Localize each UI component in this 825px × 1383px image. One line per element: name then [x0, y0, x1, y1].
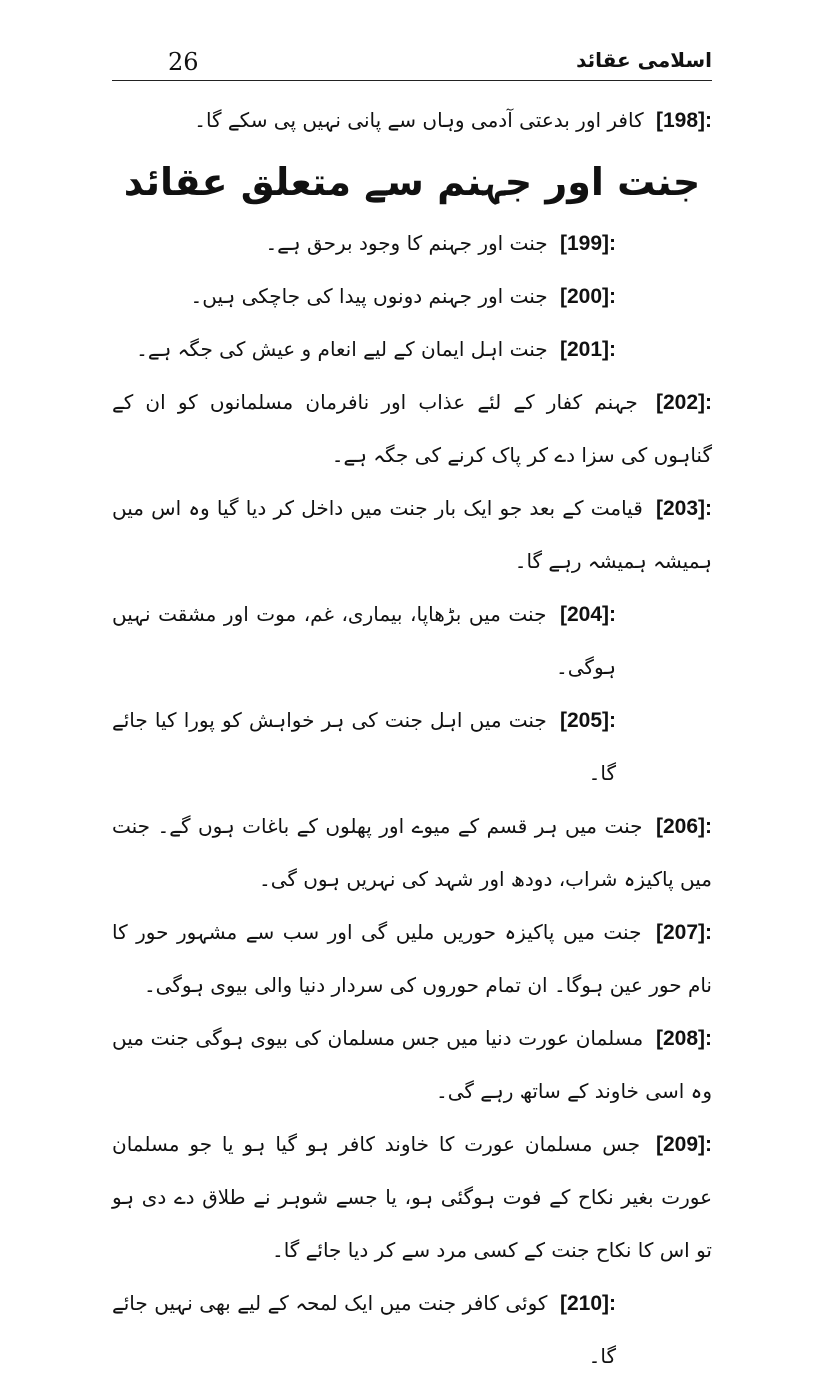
entry-number: [206]: — [655, 815, 713, 838]
entry-text: جنت اہل ایمان کے لیے انعام و عیش کی جگہ ہے۔ — [136, 337, 548, 361]
entry-204 — [112, 588, 712, 694]
header-divider — [112, 80, 712, 81]
section-heading: جنت اور جہنم سے متعلق عقائد — [123, 160, 701, 204]
page-body — [112, 94, 712, 1383]
entry-207 — [112, 906, 712, 1012]
book-title: اسلامی عقائد — [576, 48, 712, 72]
entry-number: [200]: — [559, 285, 616, 308]
entry-text: جنت اور جہنم دونوں پیدا کی جاچکی ہیں۔ — [190, 284, 548, 308]
entry-text: جنت میں پاکیزہ حوریں ملیں گی اور سب سے مشہور حور کا نام حور عین ہوگا۔ ان تمام حوروں کی سردار دنیا والی بیوی ہوگی۔ — [112, 920, 712, 997]
entry-text: جنت میں ہر قسم کے میوے اور پھلوں کے باغات ہوں گے۔ جنت میں پاکیزہ شراب، دودھ اور شہد کی نہریں ہوں گی۔ — [112, 814, 712, 891]
entry-202 — [112, 376, 712, 482]
page-header — [112, 40, 712, 80]
entry-number: [203]: — [655, 497, 712, 520]
entry-198 — [112, 94, 712, 147]
entry-text: مسلمان عورت دنیا میں جس مسلمان کی بیوی ہوگی جنت میں وہ اسی خاوند کے ساتھ رہے گی۔ — [112, 1026, 712, 1103]
entry-200 — [112, 270, 712, 323]
entry-203 — [112, 482, 712, 588]
entry-number: [205]: — [559, 709, 616, 732]
entry-number: [198]: — [655, 109, 712, 132]
page-number: 26 — [168, 48, 199, 76]
entry-text: جنت اور جہنم کا وجود برحق ہے۔ — [265, 231, 548, 255]
entry-number: [204]: — [559, 603, 617, 626]
entry-text: جہنم کفار کے لئے عذاب اور نافرمان مسلمانوں کو ان کے گناہوں کی سزا دے کر پاک کرنے کی جگہ ہے۔ — [112, 390, 712, 467]
entry-text: جنت میں بڑھاپا، بیماری، غم، موت اور مشقت نہیں ہوگی۔ — [112, 602, 616, 679]
entry-201 — [112, 323, 712, 376]
entry-text: جس مسلمان عورت کا خاوند کافر ہو گیا ہو یا جو مسلمان عورت بغیر نکاح کے فوت ہوگئی ہو، یا جسے شوہر نے طلاق دے دی ہو تو اس کا نکاح جنت کے کسی مرد سے کر دیا جائے گا۔ — [112, 1132, 712, 1262]
entry-text: کافر اور بدعتی آدمی وہاں سے پانی نہیں پی سکے گا۔ — [194, 108, 644, 132]
entry-text: قیامت کے بعد جو ایک بار جنت میں داخل کر دیا گیا وہ اس میں ہمیشہ ہمیشہ رہے گا۔ — [112, 496, 712, 573]
entry-number: [207]: — [655, 921, 712, 944]
entry-number: [208]: — [655, 1027, 712, 1050]
entry-206 — [112, 800, 712, 906]
entry-number: [199]: — [559, 232, 616, 255]
entry-text: کوئی کافر جنت میں ایک لمحہ کے لیے بھی نہیں جائے گا۔ — [112, 1291, 616, 1368]
entry-text: جنت میں اہل جنت کی ہر خواہش کو پورا کیا جائے گا۔ — [112, 708, 616, 785]
entry-210 — [112, 1277, 712, 1383]
entry-205 — [112, 694, 712, 800]
entry-208 — [112, 1012, 712, 1118]
entry-number: [202]: — [655, 391, 712, 414]
entry-209 — [112, 1118, 712, 1277]
entry-number: [201]: — [559, 338, 616, 361]
entry-199 — [112, 217, 712, 270]
entry-number: [209]: — [655, 1133, 713, 1156]
entry-number: [210]: — [559, 1292, 617, 1315]
